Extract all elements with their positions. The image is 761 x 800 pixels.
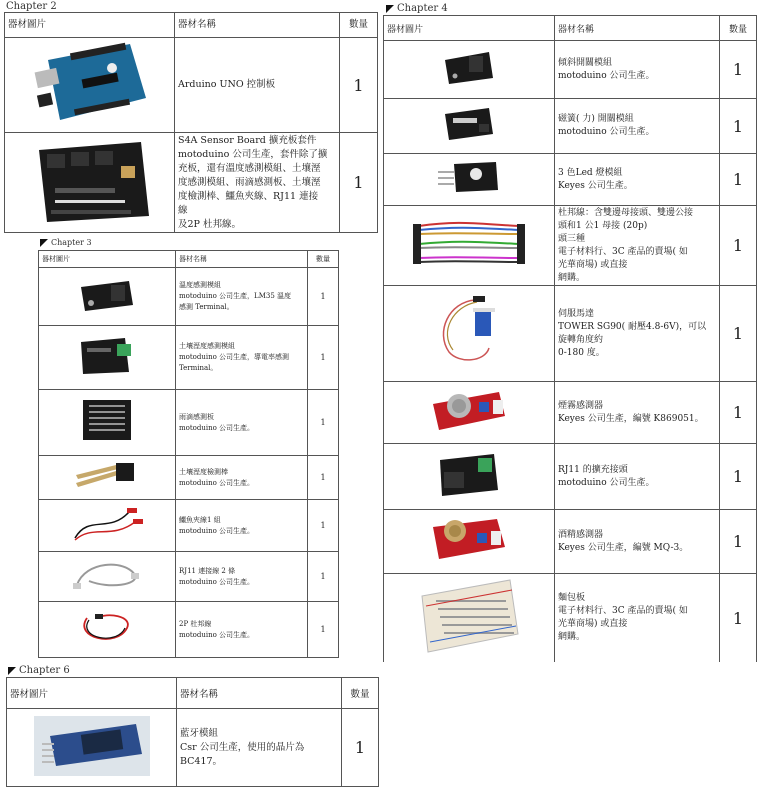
rj11-cable-icon	[39, 552, 176, 602]
item-qty: 1	[720, 574, 757, 663]
item-description: 磁簧( 力) 開關模組 motoduino 公司生產。	[555, 99, 720, 154]
item-qty: 1	[308, 552, 339, 602]
table-row	[384, 510, 757, 574]
table-row	[5, 38, 378, 133]
item-description: 麵包板 電子材料行、3C 產品的賣場( 如 光華商場) 或直接 網購。	[555, 574, 720, 663]
item-qty: 1	[720, 444, 757, 510]
item-description: 煙霧感測器 Keyes 公司生產，編號 K869051。	[555, 382, 720, 444]
soil-probe-icon	[39, 456, 176, 500]
chapter-3-heading: Chapter 3	[40, 238, 92, 247]
item-qty: 1	[308, 326, 339, 390]
item-qty: 1	[308, 602, 339, 658]
smoke-sensor-icon	[384, 382, 555, 444]
table-row	[384, 154, 757, 206]
item-description: 2P 杜邦線 motoduino 公司生產。	[176, 602, 308, 658]
table-row	[384, 444, 757, 510]
item-description: 傾斜開關模組 motoduino 公司生產。	[555, 41, 720, 99]
header-qty: 數量	[308, 251, 339, 268]
table-row	[39, 552, 339, 602]
table-row	[384, 99, 757, 154]
table-row	[39, 390, 339, 456]
servo-motor-icon	[384, 286, 555, 382]
item-description: 伺服馬達 TOWER SG90( 耐壓4.8-6V)，可以 旋轉角度約 0-180 度。	[555, 286, 720, 382]
item-qty: 1	[720, 154, 757, 206]
item-description: 3 色Led 燈模組 Keyes 公司生產。	[555, 154, 720, 206]
arduino-uno-board-icon	[5, 38, 175, 133]
triangle-marker-icon	[40, 239, 48, 247]
dupont-2p-cable-icon	[39, 602, 176, 658]
triangle-marker-icon	[8, 667, 16, 675]
header-qty: 數量	[720, 16, 757, 41]
item-description: 藍牙模組 Csr 公司生產，使用的晶片為 BC417。	[177, 709, 342, 787]
rgb-led-module-icon	[384, 154, 555, 206]
table-row	[7, 709, 379, 787]
item-description: RJ11 的擴充接頭 motoduino 公司生產。	[555, 444, 720, 510]
chapter-4-table	[383, 15, 757, 662]
item-qty: 1	[308, 456, 339, 500]
rj11-adapter-board-icon	[384, 444, 555, 510]
table-row	[384, 286, 757, 382]
s4a-sensor-board-icon	[5, 133, 175, 233]
item-description: 雨滴感測板 motoduino 公司生產。	[176, 390, 308, 456]
header-image: 器材圖片	[39, 251, 176, 268]
alcohol-sensor-icon	[384, 510, 555, 574]
header-name: 器材名稱	[175, 13, 340, 38]
item-description: 酒精感測器 Keyes 公司生產，編號 MQ-3。	[555, 510, 720, 574]
item-description: RJ11 連接線 2 條 motoduino 公司生產。	[176, 552, 308, 602]
reed-switch-module-icon	[384, 99, 555, 154]
triangle-marker-icon	[386, 5, 394, 13]
table-row	[384, 41, 757, 99]
header-name: 器材名稱	[555, 16, 720, 41]
header-name: 器材名稱	[177, 678, 342, 709]
chapter-3-table	[38, 250, 339, 658]
table-row	[384, 574, 757, 663]
table-row	[39, 268, 339, 326]
table-row	[39, 456, 339, 500]
item-qty: 1	[340, 133, 378, 233]
item-qty: 1	[720, 510, 757, 574]
item-description: 杜邦線：含雙邊母接頭、雙邊公接 頭和1 公1 母接 (20p) 頭三種 電子材料行、3C 產品的賣場( 如 光華商場) 或直接 網購。	[555, 206, 720, 286]
item-qty: 1	[308, 390, 339, 456]
alligator-clip-cable-icon	[39, 500, 176, 552]
table-row	[39, 326, 339, 390]
item-description: Arduino UNO 控制板	[175, 38, 340, 133]
item-qty: 1	[720, 206, 757, 286]
item-description: 土壤溼度檢測棒 motoduino 公司生產。	[176, 456, 308, 500]
bluetooth-module-icon	[7, 709, 177, 787]
header-name: 器材名稱	[176, 251, 308, 268]
header-qty: 數量	[342, 678, 379, 709]
table-header-row	[39, 251, 339, 268]
chapter-2-heading: Chapter 2	[6, 1, 57, 12]
table-header-row	[7, 678, 379, 709]
table-row	[384, 382, 757, 444]
table-row	[39, 500, 339, 552]
item-qty: 1	[720, 286, 757, 382]
breadboard-icon	[384, 574, 555, 663]
item-qty: 1	[720, 41, 757, 99]
header-image: 器材圖片	[7, 678, 177, 709]
item-qty: 1	[340, 38, 378, 133]
header-image: 器材圖片	[384, 16, 555, 41]
item-description: 土壤溼度感測模組 motoduino 公司生產，導電率感測 Terminal。	[176, 326, 308, 390]
dupont-wires-icon	[384, 206, 555, 286]
chapter-6-heading: Chapter 6	[8, 665, 70, 676]
table-row	[5, 133, 378, 233]
item-description: S4A Sensor Board 擴充板套件 motoduino 公司生產，套件除了擴 充板，還有溫度感測模組、土壤溼 度感測模組、雨滴感測板、土壤溼 度檢測棒、鱷魚夾線、RJ11 連接 線 及2P 杜邦線。	[175, 133, 340, 233]
item-description: 鱷魚夾線1 組 motoduino 公司生產。	[176, 500, 308, 552]
chapter-4-heading: Chapter 4	[386, 3, 448, 14]
item-qty: 1	[342, 709, 379, 787]
rain-sensor-board-icon	[39, 390, 176, 456]
item-qty: 1	[720, 99, 757, 154]
soil-moisture-module-icon	[39, 326, 176, 390]
table-header-row	[384, 16, 757, 41]
item-description: 溫度感測模組 motoduino 公司生產，LM35 溫度 感測 Terminal。	[176, 268, 308, 326]
header-qty: 數量	[340, 13, 378, 38]
header-image: 器材圖片	[5, 13, 175, 38]
table-row	[39, 602, 339, 658]
item-qty: 1	[308, 500, 339, 552]
item-qty: 1	[308, 268, 339, 326]
temperature-sensor-module-icon	[39, 268, 176, 326]
table-header-row	[5, 13, 378, 38]
chapter-6-table	[6, 677, 379, 787]
item-qty: 1	[720, 382, 757, 444]
table-row	[384, 206, 757, 286]
chapter-2-table	[4, 12, 378, 233]
tilt-switch-module-icon	[384, 41, 555, 99]
